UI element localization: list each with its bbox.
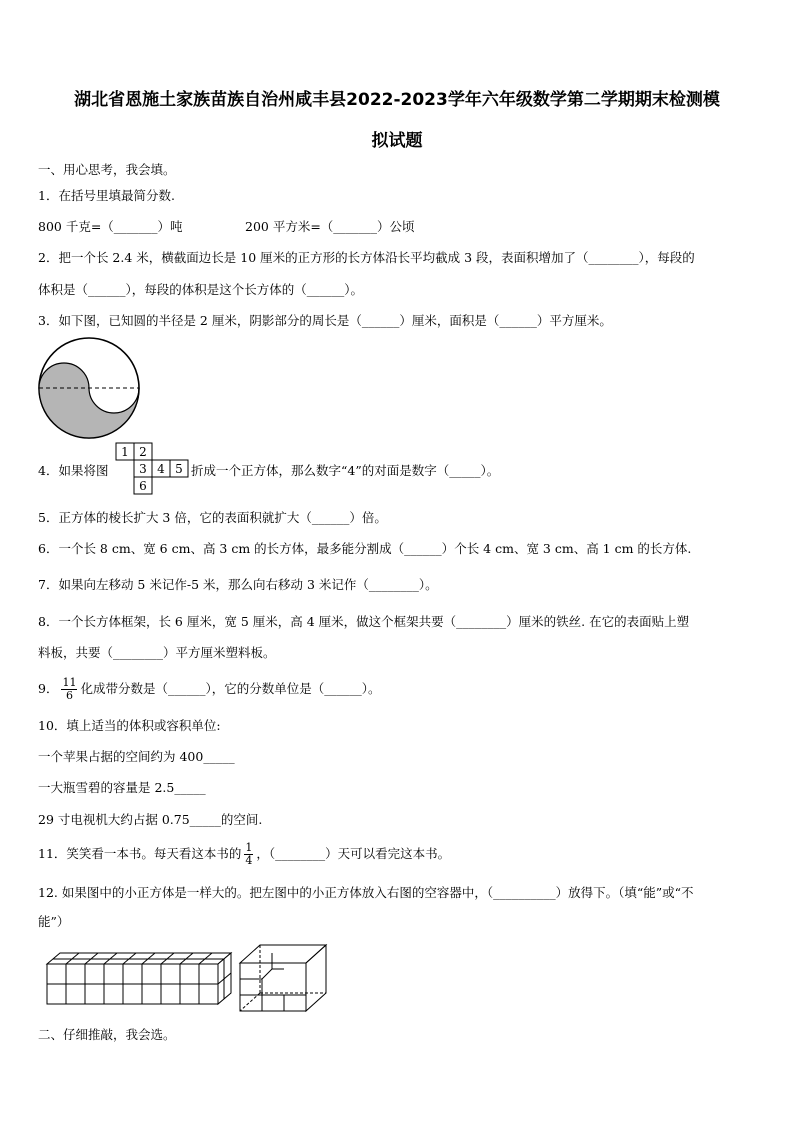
net-cell-6: 6	[139, 479, 147, 493]
question-10-part-c: 29 寸电视机大约占据 0.75_____的空间.	[38, 812, 263, 827]
fraction-denominator: 6	[65, 689, 73, 702]
net-cell-3: 3	[139, 462, 147, 476]
question-6-text: 6．一个长 8 cm、宽 6 cm、高 3 cm 的长方体，最多能分割成（______）个长 4 cm、宽 3 cm、高 1 cm 的长方体.	[38, 541, 692, 556]
fraction-denominator: 4	[245, 854, 253, 867]
question-4-prefix: 4．如果将图	[38, 463, 109, 478]
question-9-prefix: 9．	[38, 681, 59, 696]
circle-shaded-figure	[37, 337, 141, 439]
question-1-part-a: 800 千克=（_______）吨	[38, 219, 183, 234]
question-9-suffix: 化成带分数是（______），它的分数单位是（______）。	[80, 681, 381, 696]
question-8-line2: 料板，共要（________）平方厘米塑料板。	[38, 645, 276, 660]
question-11-suffix: ，（________）天可以看完这本书。	[256, 846, 451, 861]
fraction-11-6	[61, 677, 77, 702]
question-11-prefix: 11．笑笑看一本书。每天看这本书的	[38, 846, 242, 861]
question-3-text: 3．如下图，已知圆的半径是 2 厘米，阴影部分的周长是（______）厘米，面积是（______）平方厘米。	[38, 313, 612, 328]
section-heading-1: 一、用心思考，我会填。	[38, 162, 176, 177]
question-12-line2: 能”）	[38, 914, 70, 929]
question-7-text: 7．如果向左移动 5 米记作-5 米，那么向右移动 3 米记作（________）。	[38, 577, 438, 592]
page-title-line2: 拟试题	[371, 131, 423, 151]
question-2-line1: 2．把一个长 2.4 米，横截面边长是 10 厘米的正方形的长方体沿长平均截成 3 段，表面积增加了（________），每段的	[38, 250, 695, 265]
question-10-part-b: 一大瓶雪碧的容量是 2.5_____	[38, 780, 206, 795]
question-10-part-a: 一个苹果占据的空间约为 400_____	[38, 749, 235, 764]
question-2-line2: 体积是（______），每段的体积是这个长方体的（______）。	[38, 282, 364, 297]
fraction-1-4	[244, 842, 253, 867]
net-cell-2: 2	[139, 445, 147, 459]
question-5-text: 5．正方体的棱长扩大 3 倍，它的表面积就扩大（______）倍。	[38, 510, 387, 525]
empty-container-figure	[238, 943, 330, 1013]
cube-net-figure	[115, 442, 190, 496]
question-1-part-b: 200 平方米=（_______）公顷	[245, 219, 415, 234]
question-9	[38, 675, 380, 703]
question-11	[38, 840, 450, 868]
net-cell-4: 4	[157, 462, 165, 476]
net-cell-1: 1	[121, 445, 129, 459]
page-title-line1: 湖北省恩施土家族苗族自治州咸丰县2022-2023学年六年级数学第二学期期末检测模	[74, 90, 720, 110]
section-heading-2: 二、仔细推敲，我会选。	[38, 1027, 176, 1042]
fraction-numerator: 1	[245, 841, 253, 854]
net-cell-5: 5	[175, 462, 183, 476]
question-8-line1: 8．一个长方体框架，长 6 厘米，宽 5 厘米，高 4 厘米，做这个框架共要（________）厘米的铁丝. 在它的表面贴上塑	[38, 614, 690, 629]
question-4-suffix: 折成一个正方体，那么数字“4”的对面是数字（_____）。	[191, 463, 500, 478]
question-12-line1: 12. 如果图中的小正方体是一样大的。把左图中的小正方体放入右图的空容器中，（__________）放得下。（填“能”或“不	[38, 885, 694, 900]
question-1-text: 1．在括号里填最简分数.	[38, 188, 175, 203]
small-cubes-figure	[46, 950, 231, 1008]
fraction-numerator: 11	[62, 676, 77, 689]
question-10-text: 10．填上适当的体积或容积单位:	[38, 718, 221, 733]
